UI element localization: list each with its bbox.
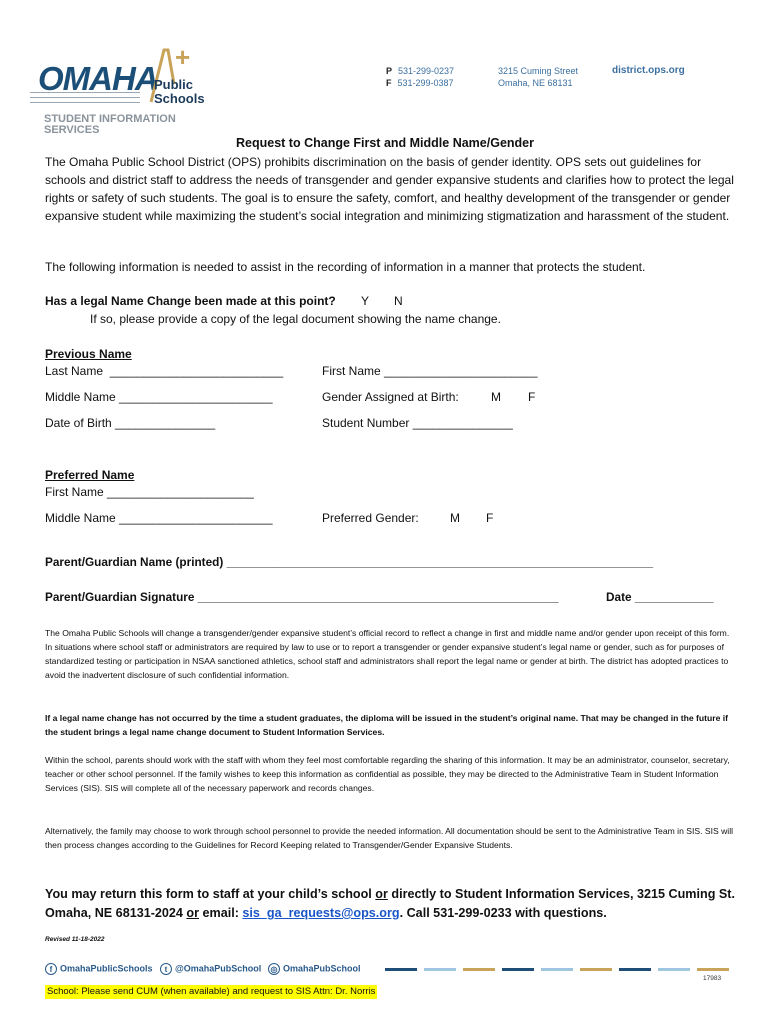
previous-middle-name-field[interactable]: Middle Name _______________________ — [45, 390, 273, 404]
policy-paragraph: The Omaha Public Schools will change a transgender/gender expansive student’s official record to reflect a change in first and middle name and/or gender upon receipt of this form. In situations where school staff or administrators are required by law to use or to report a transgender or gender expansive student’s legal name or gender, such as for purposes of standardized testing or participation in NSAA sanctioned athletics, school staff and administrators shall report the legal name or gender at birth. The district has adopted practices to avoid the inadvertent disclosure of such confidential information. — [45, 628, 730, 680]
previous-last-name-field[interactable]: Last Name __________________________ — [45, 364, 284, 378]
gender-at-birth-label: Gender Assigned at Birth: — [322, 390, 459, 404]
preferred-first-name-field[interactable]: First Name ______________________ — [45, 485, 254, 499]
footer-dash — [697, 968, 729, 971]
info-needed-text: The following information is needed to assist in the recording of information in a manner that protects the student. — [45, 260, 646, 274]
date-of-birth-field[interactable]: Date of Birth _______________ — [45, 416, 216, 430]
instagram-icon: ◎ — [268, 963, 280, 975]
logo-plus: + — [175, 42, 191, 72]
ops-logo — [30, 40, 220, 140]
footer-dash — [658, 968, 690, 971]
page-title: Request to Change First and Middle Name/Gender — [236, 136, 534, 150]
legal-change-note: If so, please provide a copy of the legal document showing the name change. — [90, 312, 501, 326]
website-link[interactable]: district.ops.org — [612, 65, 685, 76]
instagram-link[interactable]: ◎ OmahaPubSchool — [268, 963, 361, 975]
footer-dash — [541, 968, 573, 971]
legal-change-no[interactable]: N — [394, 294, 403, 308]
email-link[interactable]: sis_ga_requests@ops.org — [242, 906, 400, 920]
preferred-middle-name-field[interactable]: Middle Name _______________________ — [45, 511, 273, 525]
alternative-paragraph: Alternatively, the family may choose to work through school personnel to provide the needed information. All documentation should be sent to the Administrative Team in SIS. SIS will then process changes according to the Guidelines for Record Keeping related to Transgender/Gender Expansive Students. — [45, 826, 734, 850]
gender-at-birth-m[interactable]: M — [491, 390, 501, 404]
twitter-link[interactable]: t @OmahaPubSchool — [160, 963, 261, 975]
logo-public-schools: Public Schools — [154, 77, 205, 106]
guardian-signature-field[interactable]: Parent/Guardian Signature _______________________________________________________ — [45, 590, 559, 604]
preferred-name-heading: Preferred Name — [45, 468, 135, 482]
gender-at-birth-f[interactable]: F — [528, 390, 536, 404]
phone-number: 531-299-0237 — [398, 66, 455, 76]
form-number: 17983 — [703, 975, 722, 982]
facebook-link[interactable]: f OmahaPublicSchools — [45, 963, 153, 975]
facebook-icon: f — [45, 963, 57, 975]
logo-wordmark: OMAHA — [38, 60, 158, 97]
revised-date: Revised 11-18-2022 — [45, 936, 105, 943]
footer-dash — [463, 968, 495, 971]
preferred-gender-m[interactable]: M — [450, 511, 460, 525]
footer-dash — [502, 968, 534, 971]
student-number-field[interactable]: Student Number _______________ — [322, 416, 513, 430]
previous-first-name-field[interactable]: First Name _______________________ — [322, 364, 538, 378]
footer-dash — [424, 968, 456, 971]
preferred-gender-f[interactable]: F — [486, 511, 494, 525]
preferred-gender-label: Preferred Gender: — [322, 511, 419, 525]
school-staff-paragraph: Within the school, parents should work with the staff with whom they feel most comfortable regarding the sharing of this information. It may be an administrator, counselor, secretary, teacher or other school personnel. If the family wishes to keep this information as confidential as possible, they may be directed to the Administrative Team in Student Information Services (SIS). SIS will complete all of the necessary paperwork and records changes. — [45, 755, 730, 793]
contact-address: 3215 Cuming Street Omaha, NE 68131 — [498, 66, 579, 88]
guardian-name-field[interactable]: Parent/Guardian Name (printed) _________________________________________________________________ — [45, 555, 654, 569]
guardian-date-field[interactable]: Date ____________ — [606, 590, 714, 604]
contact-phone-fax: P 531-299-0237 F 531-299-0387 — [386, 66, 455, 88]
logo-department: STUDENT INFORMATION SERVICES — [44, 113, 176, 136]
footer-dash — [385, 968, 417, 971]
diploma-paragraph: If a legal name change has not occurred by the time a student graduates, the diploma will be issued in the student’s original name. That may be changed in the future if the student brings a legal name change document to Student Information Services. — [45, 713, 729, 737]
return-instructions: You may return this form to staff at your child’s school or directly to Student Information Services, 3215 Cuming St. Omaha, NE 68131-2024 or email: sis_ga_requests@ops.org. Call 531-299-0233 with questions. — [45, 887, 735, 920]
intro-paragraph: The Omaha Public School District (OPS) prohibits discrimination on the basis of gender identity. OPS sets out guidelines for schools and district staff to address the needs of transgender and gender expansive students and clarifies how to protect the legal rights or safety of such students. The goal is to ensure the safety, comfort, and healthy development of the transgender or gender expansive student while maximizing the student’s social integration and minimizing stigmatization and harassment of the student. — [45, 155, 734, 223]
footer-dash — [580, 968, 612, 971]
school-note: School: Please send CUM (when available) and request to SIS Attn: Dr. Norris — [47, 986, 376, 997]
fax-number: 531-299-0387 — [397, 78, 454, 88]
footer-dash — [619, 968, 651, 971]
previous-name-heading: Previous Name — [45, 347, 132, 361]
legal-change-question: Has a legal Name Change been made at this point? — [45, 294, 336, 308]
legal-change-yes[interactable]: Y — [361, 294, 370, 308]
twitter-icon: t — [160, 963, 172, 975]
